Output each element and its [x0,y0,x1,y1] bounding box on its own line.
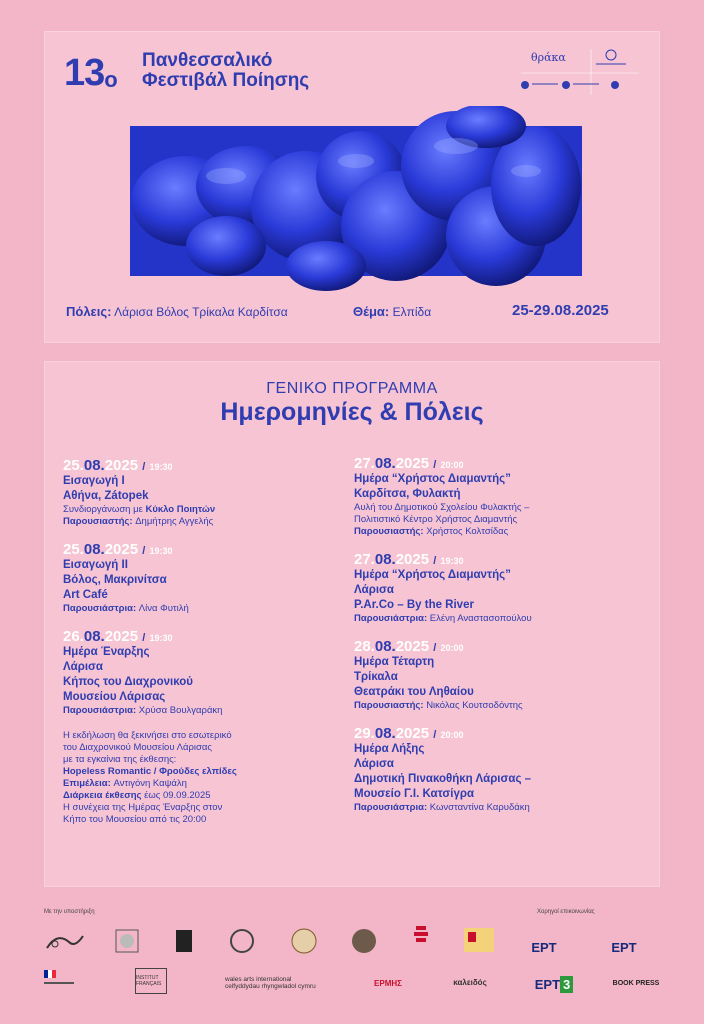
french-embassy-logo [44,968,78,992]
program-event [354,551,644,625]
event-detail: Παρουσιαστής: Χρήστος Κολτσίδας [354,526,509,537]
event-date: 27.08.2025 / 19:30 [354,551,464,568]
thraka-logo: θράκα [531,51,566,64]
theme-info: Θέμα: Ελπίδα [353,304,432,319]
program-subheading: Ημερομηνίες & Πόλεις [220,398,484,426]
event-date: 25.08.2025 / 19:30 [63,541,173,558]
event-time: 20:00 [440,460,464,470]
festival-dates: 25-29.08.2025 [512,302,609,319]
event-date: 25.08.2025 / 19:30 [63,457,173,474]
event-title-line: Art Café [63,589,108,601]
kaleidos-logo: καλειδός [453,977,487,987]
event-title-line: Κήπος του Διαχρονικού [63,676,193,688]
event-detail: Παρουσιαστής: Νικόλας Κουτσοδόντης [354,700,523,711]
spiral-logo [43,930,89,954]
event-detail: Παρουσιάστρια: Λίνα Φυτιλή [63,603,189,614]
cities-info: Πόλεις: Λάρισα Βόλος Τρίκαλα Καρδίτσα [66,304,288,319]
institut-francais-logo: INSTITUT FRANÇAIS [135,968,167,994]
program-column-left [63,457,353,826]
event-detail: Παρουσιάστρια: Χρύσα Βουλγαράκη [63,705,223,716]
event-time: 19:30 [149,546,173,556]
event-title-line: Ημέρα “Χρήστος Διαμαντής” [354,569,511,581]
event-detail: Παρουσιάστρια: Κωνσταντίνα Καρυδάκη [354,802,530,813]
ert-logo-1: ΕΡΤ [531,939,557,955]
event-title-line: Ημέρα Έναρξης [63,646,150,658]
program-event [354,455,644,538]
bookpress-logo: BOOK PRESS [612,979,660,987]
event-date: 28.08.2025 / 20:00 [354,638,464,655]
event-title-line: P.Ar.Co – By the River [354,599,474,611]
event-detail: Συνδιοργάνωση με Κύκλο Ποιητών [63,504,216,515]
event-detail: Πολιτιστικό Κέντρο Χρήστος Διαμαντής [354,514,518,525]
program-event [63,541,353,615]
spain-embassy-logo [464,928,494,952]
ert-logo-2: ΕΡΤ [611,939,637,955]
seal-logo [290,927,318,955]
event-time: 19:30 [149,462,173,472]
program-event [354,638,644,712]
event-title-line: Μουσείο Γ.Ι. Κατσίγρα [354,788,475,800]
event-time: 20:00 [440,643,464,653]
program-event [63,628,353,717]
instituto-cervantes-logo [410,926,432,954]
event-title-line: Θεατράκι του Ληθαίου [354,686,474,698]
emblem-logo-1 [114,928,140,954]
ermis-logo: ΕΡΜΗΣ [374,978,402,988]
edition-number: $13_o$ [64,52,117,94]
program-heading: ΓΕΝΙΚΟ ΠΡΟΓΡΑΜΜΑ [266,380,438,397]
event-title-line: Λάρισα [354,758,394,770]
emblem-logo-3 [229,928,255,954]
exhibition-note: Η εκδήλωση θα ξεκινήσει στο εσωτερικό του Διαχρονικού Μουσείου Λάρισας με τα εγκαίνια της έκθεσης: Hopeless Romantic / Φρούδες ελπίδες Επιμέλεια: Αντιγόνη Καψάλη Διάρκεια έκθεσης έως 09.09.2025 Η συνέχεια της Ημέρας Έναρξης στον Κήπο του Μουσείου από τις 20:00 [63,730,237,825]
support-label: Με την υποστήριξη [44,909,95,915]
event-title-line: Δημοτική Πινακοθήκη Λάρισας – [354,773,532,785]
event-title-line: Τρίκαλα [354,671,398,683]
festival-title: Πανθεσσαλικό Φεστιβάλ Ποίησης [142,50,310,91]
ert3-logo: ΕΡΤ 3 [530,976,578,992]
event-title-line: Μουσείου Λάρισας [63,691,166,703]
event-date: 27.08.2025 / 20:00 [354,455,464,472]
program-event [63,457,353,528]
blue-sculpture-image [126,106,586,296]
event-title-line: Βόλος, Μακρινίτσα [63,574,167,586]
event-time: 19:30 [149,633,173,643]
event-detail: Παρουσιάστρια: Ελένη Αναστασοπούλου [354,613,532,624]
event-title-line: Ημέρα Λήξης [354,743,425,755]
event-title-line: Ημέρα Τέταρτη [354,656,435,668]
partner-logos-top [521,47,639,97]
event-date: 26.08.2025 / 19:30 [63,628,173,645]
program-column-right [354,455,644,827]
event-detail: Αυλή του Δημοτικού Σχολείου Φυλακτής – [354,502,530,513]
media-sponsors-label: Χορηγοί επικοινωνίας [537,909,595,915]
event-detail: Παρουσιαστής: Δημήτρης Αγγελής [63,516,214,527]
event-date: 29.08.2025 / 20:00 [354,725,464,742]
event-time: 19:30 [440,556,464,566]
emblem-logo-2 [176,930,192,952]
event-title-line: Λάρισα [354,584,394,596]
event-title-line: Ημέρα “Χρήστος Διαμαντής” [354,473,511,485]
coin-logo [350,927,378,955]
event-title-line: Καρδίτσα, Φυλακτή [354,488,461,500]
event-title-line: Εισαγωγή ΙΙ [63,559,128,571]
event-title-line: Λάρισα [63,661,103,673]
event-time: 20:00 [440,730,464,740]
event-title-line: Αθήνα, Zátopek [63,490,149,502]
wales-arts-logo: wales arts international celfyddydau rhyngwladol cymru [225,976,316,990]
event-title-line: Εισαγωγή Ι [63,475,125,487]
program-event [354,725,644,814]
